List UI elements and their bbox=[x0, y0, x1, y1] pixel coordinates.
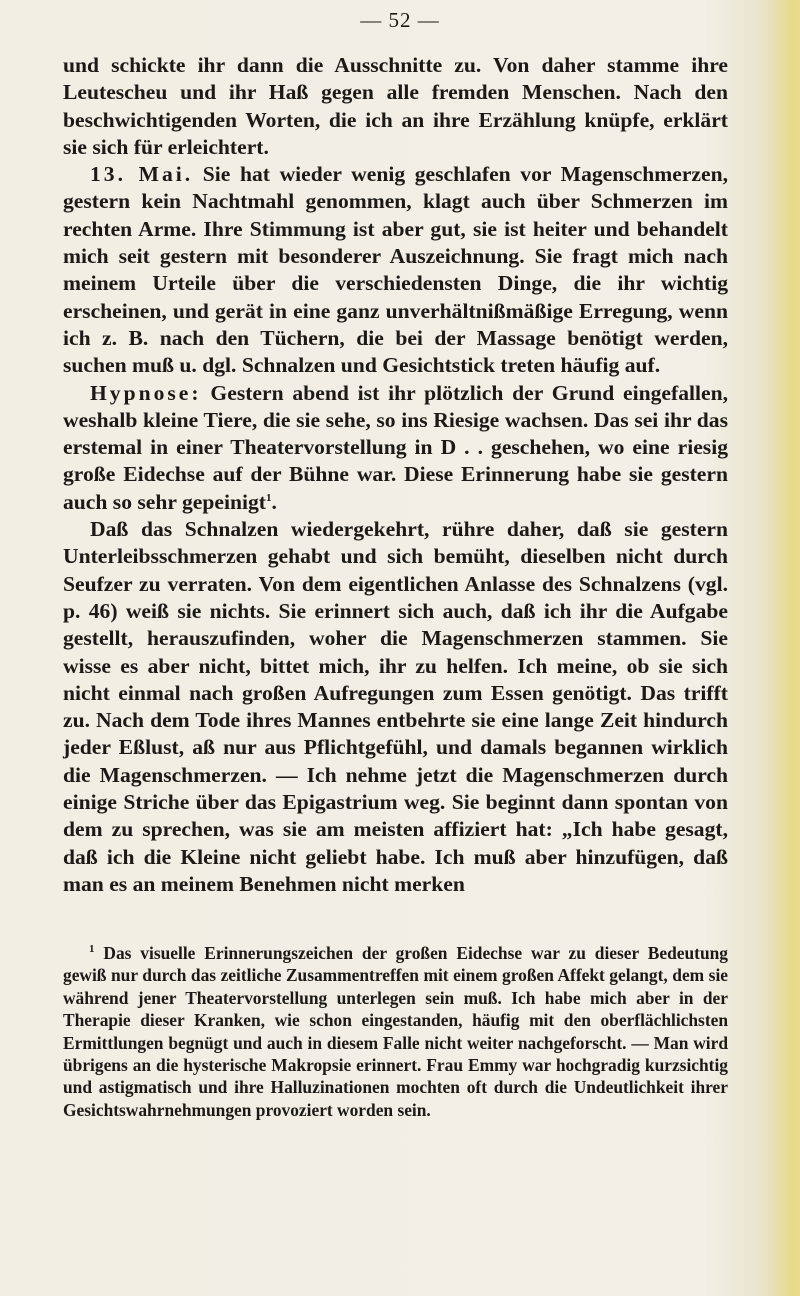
paragraph-may-13 bbox=[63, 161, 728, 379]
hypnosis-label: Hypnose: bbox=[90, 380, 202, 405]
page-number: — 52 — bbox=[360, 8, 440, 32]
paragraph-text: Sie hat wieder wenig geschlafen vor Magenschmerzen, gestern kein Nachtmahl genommen, klagt auch über Schmerzen im rechten Arme. Ihre Stimmung ist aber gut, sie ist heiter und behandelt mich seit gestern mit besonderer Auszeichnung. Sie fragt mich nach meinem Urteile über die verschiedensten Dinge, die ihr wichtig erscheinen, und gerät in eine ganz unverhältnißmäßige Erregung, wenn ich z. B. nach den Tüchern, die bei der Massage benötigt werden, suchen muß u. dgl. Schnalzen und Gesichtstick treten häufig auf. bbox=[63, 162, 728, 378]
paragraph-text: Gestern abend ist ihr plötzlich der Grund eingefallen, weshalb kleine Tiere, die sie sehe, so ins Riesige wachsen. Das sei ihr das erstemal in einer Theatervorstellung in D . . geschehen, wo eine riesig große Eidechse auf der Bühne war. Diese Erinnerung habe sie gestern auch so sehr gepeinigt bbox=[63, 380, 728, 514]
date-heading: 13. Mai. bbox=[90, 162, 194, 187]
paragraph-hypnosis bbox=[63, 380, 728, 516]
footnote bbox=[63, 942, 728, 1121]
paragraph-continuation bbox=[63, 52, 728, 161]
footnote-section bbox=[63, 942, 728, 1121]
paragraph-text: und schickte ihr dann die Ausschnitte zu. Von daher stamme ihre Leutescheu und ihr Haß gegen alle fremden Menschen. Nach den beschwichtigenden Worten, die ich an ihre Erzählung knüpfe, erklärt sie sich für erleichtert. bbox=[63, 53, 728, 159]
footnote-marker: 1 bbox=[89, 943, 95, 956]
footnote-text: Das visuelle Erinnerungszeichen der großen Eidechse war zu dieser Bedeutung gewiß nur durch das zeitliche Zusammentreffen mit einem großen Affekt gelangt, dem sie während jener Theatervorstellung unterlegen sein muß. Ich habe mich aber in der Therapie dieser Kranken, wie schon eingestanden, häufig mit den oberflächlichsten Ermittlungen begnügt und auch in diesem Falle nicht weiter nachgeforscht. — Man wird übrigens an die hysterische Makropsie erinnert. Frau Emmy war hochgradig kurzsichtig und astigmatisch und ihre Halluzinationen mochten oft durch die Undeutlichkeit ihrer Gesichtswahrnehmungen provoziert worden sein. bbox=[63, 943, 728, 1120]
paragraph-text: Daß das Schnalzen wiedergekehrt, rühre daher, daß sie gestern Unterleibsschmerzen gehabt und sich bemüht, dieselben nicht durch Seufzer zu verraten. Von dem eigentlichen Anlasse des Schnalzens (vgl. p. 46) weiß sie nichts. Sie erinnert sich auch, daß ich ihr die Aufgabe gestellt, herauszufinden, woher die Magenschmerzen stammen. Sie wisse es aber nicht, bittet mich, ihr zu helfen. Ich meine, ob sie sich nicht einmal nach großen Aufregungen zum Essen genötigt. Das trifft zu. Nach dem Tode ihres Mannes entbehrte sie eine lange Zeit hindurch jeder Eßlust, aß nur aus Pflichtgefühl, und damals begannen wirklich die Magenschmerzen. — Ich nehme jetzt die Magenschmerzen durch einige Striche über das Epigastrium weg. Sie beginnt dann spontan von dem zu sprechen, was sie am meisten affiziert hat: „Ich habe gesagt, daß ich die Kleine nicht geliebt habe. Ich muß aber hinzufügen, daß man es an meinem Benehmen nicht merken bbox=[63, 517, 728, 896]
main-text bbox=[63, 52, 728, 898]
paragraph-schnalzen bbox=[63, 516, 728, 898]
footnote-reference: 1 bbox=[265, 491, 272, 504]
paragraph-text-end: . bbox=[271, 489, 277, 514]
